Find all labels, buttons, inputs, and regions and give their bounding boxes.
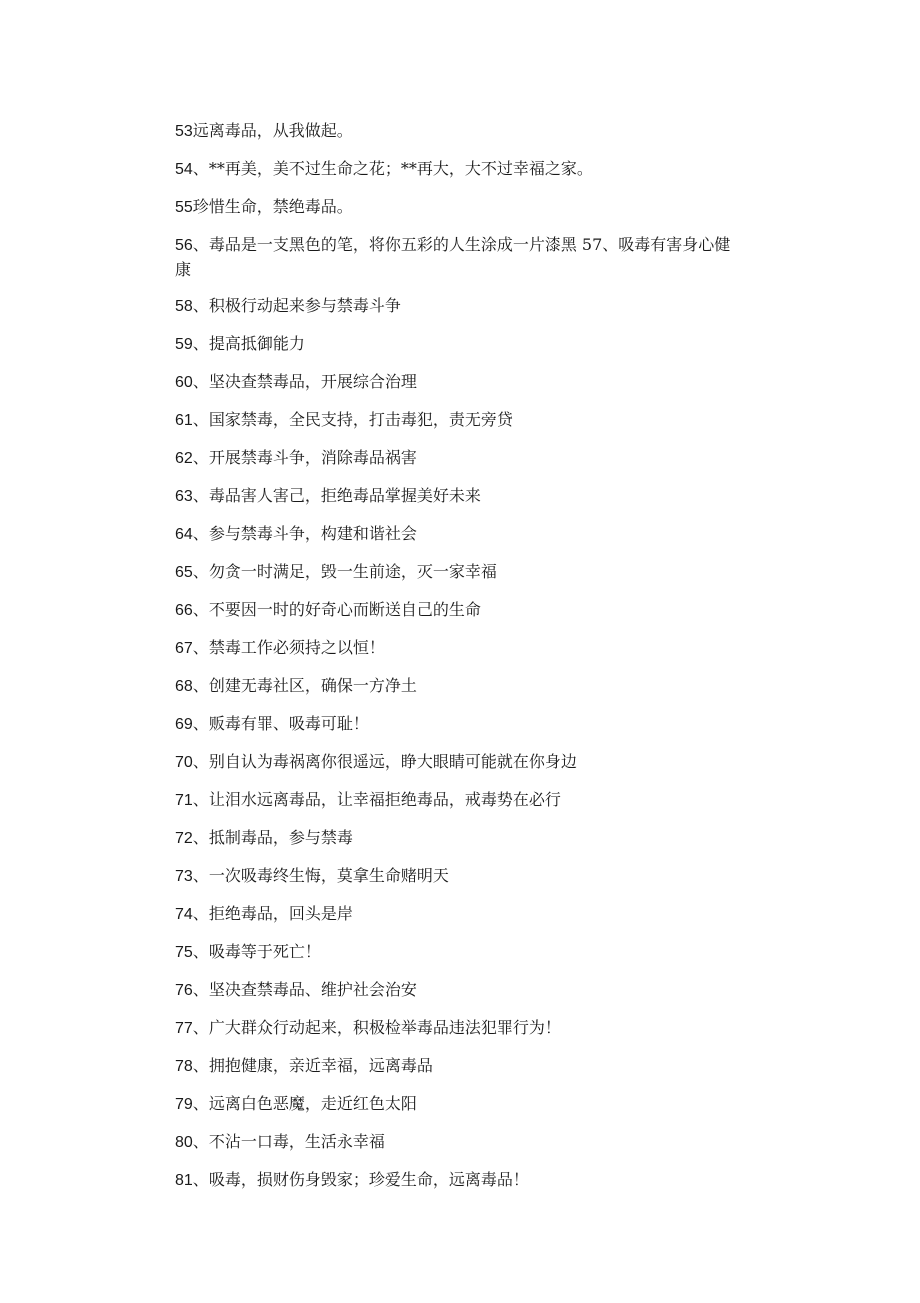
item-number: 55: [175, 199, 193, 216]
item-text: 让泪水远离毒品，让幸福拒绝毒品，戒毒势在必行: [208, 790, 561, 809]
list-item: [175, 484, 735, 509]
list-item: [175, 940, 735, 965]
list-item: [175, 1130, 735, 1155]
list-item: [175, 408, 735, 433]
item-number: 78、: [175, 1058, 209, 1075]
item-number: 72、: [175, 830, 209, 847]
item-text: 吸毒等于死亡！: [208, 942, 321, 961]
item-number: 79、: [175, 1096, 209, 1113]
item-text: 拒绝毒品，回头是岸: [208, 904, 353, 923]
list-item: [175, 119, 735, 144]
item-number: 68、: [175, 678, 209, 695]
item-text: 毒品害人害己，拒绝毒品掌握美好未来: [208, 486, 481, 505]
item-number: 63、: [175, 488, 209, 505]
item-text: 开展禁毒斗争，消除毒品祸害: [208, 448, 417, 467]
item-text: 提高抵御能力: [208, 334, 305, 353]
list-item: [175, 1016, 735, 1041]
item-text: 贩毒有罪、吸毒可耻！: [208, 714, 369, 733]
item-text: 远离白色恶魔，走近红色太阳: [208, 1094, 417, 1113]
item-number: 67、: [175, 640, 209, 657]
item-number: 81、: [175, 1172, 209, 1189]
list-item: [175, 902, 735, 927]
list-item: [175, 195, 735, 220]
item-text: 别自认为毒祸离你很遥远，睁大眼睛可能就在你身边: [208, 752, 577, 771]
list-item: [175, 560, 735, 585]
list-item: [175, 636, 735, 661]
item-text: 毒品是一支黑色的笔，将你五彩的人生涂成一片漆黑 57、吸毒有害身心健康: [175, 235, 731, 279]
item-number: 65、: [175, 564, 209, 581]
item-number: 77、: [175, 1020, 209, 1037]
list-item: [175, 332, 735, 357]
list-item: [175, 674, 735, 699]
item-number: 58、: [175, 298, 209, 315]
list-item: [175, 750, 735, 775]
item-number: 73、: [175, 868, 209, 885]
item-number: 80、: [175, 1134, 209, 1151]
item-text: 积极行动起来参与禁毒斗争: [208, 296, 401, 315]
item-text: 吸毒，损财伤身毁家；珍爱生命，远离毒品！: [208, 1170, 529, 1189]
slogan-list: [175, 119, 735, 1193]
list-item: [175, 598, 735, 623]
item-number: 60、: [175, 374, 209, 391]
list-item: [175, 1168, 735, 1193]
item-number: 64、: [175, 526, 209, 543]
item-text: 国家禁毒，全民支持，打击毒犯，责无旁贷: [208, 410, 513, 429]
item-number: 69、: [175, 716, 209, 733]
list-item: [175, 522, 735, 547]
item-text: 珍惜生命，禁绝毒品。: [192, 197, 353, 216]
item-text: 创建无毒社区，确保一方净土: [208, 676, 417, 695]
item-number: 62、: [175, 450, 209, 467]
item-text: 广大群众行动起来，积极检举毒品违法犯罪行为！: [208, 1018, 561, 1037]
item-number: 70、: [175, 754, 209, 771]
item-number: 76、: [175, 982, 209, 999]
item-text: 坚决查禁毒品，开展综合治理: [208, 372, 417, 391]
list-item: [175, 233, 735, 282]
item-text: 抵制毒品，参与禁毒: [208, 828, 353, 847]
list-item: [175, 1054, 735, 1079]
list-item: [175, 864, 735, 889]
item-number: 61、: [175, 412, 209, 429]
list-item: [175, 788, 735, 813]
item-text: 拥抱健康，亲近幸福，远离毒品: [208, 1056, 433, 1075]
list-item: [175, 370, 735, 395]
list-item: [175, 157, 735, 182]
item-number: 66、: [175, 602, 209, 619]
item-number: 71、: [175, 792, 209, 809]
item-text: 不要因一时的好奇心而断送自己的生命: [208, 600, 481, 619]
list-item: [175, 446, 735, 471]
list-item: [175, 826, 735, 851]
item-text: 不沾一口毒，生活永幸福: [208, 1132, 385, 1151]
item-text: 一次吸毒终生悔，莫拿生命赌明天: [208, 866, 449, 885]
list-item: [175, 712, 735, 737]
list-item: [175, 1092, 735, 1117]
item-text: 禁毒工作必须持之以恒！: [208, 638, 385, 657]
item-text: 勿贪一时满足，毁一生前途，灭一家幸福: [208, 562, 497, 581]
item-number: 56、: [175, 237, 209, 254]
item-number: 59、: [175, 336, 209, 353]
item-number: 53: [175, 123, 193, 140]
item-number: 74、: [175, 906, 209, 923]
item-text: 参与禁毒斗争，构建和谐社会: [208, 524, 417, 543]
item-text: 远离毒品，从我做起。: [192, 121, 353, 140]
item-number: 75、: [175, 944, 209, 961]
list-item: [175, 294, 735, 319]
list-item: [175, 978, 735, 1003]
item-number: 54、: [175, 161, 209, 178]
item-text: **再美，美不过生命之花；**再大，大不过幸福之家。: [208, 159, 593, 178]
item-text: 坚决查禁毒品、维护社会治安: [208, 980, 417, 999]
